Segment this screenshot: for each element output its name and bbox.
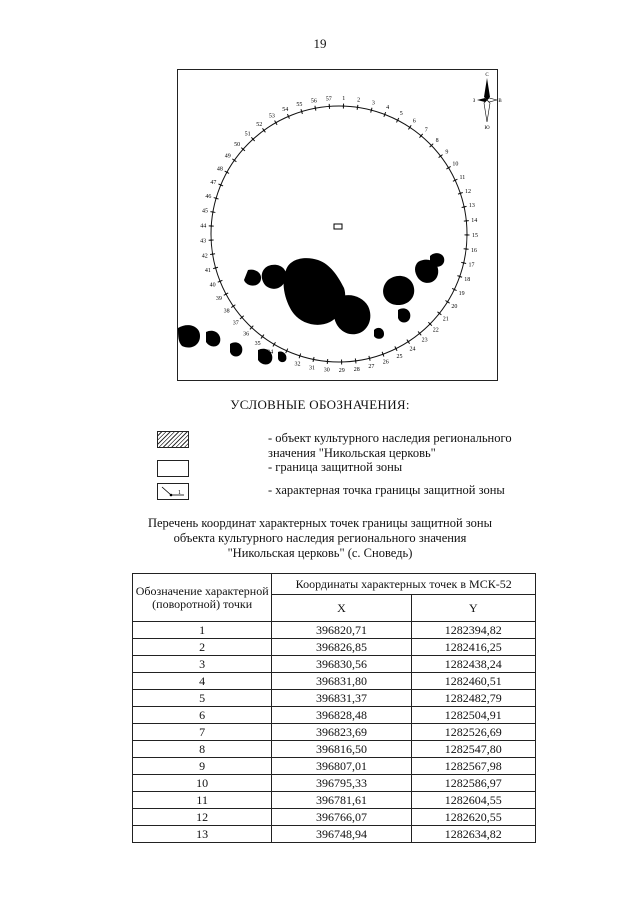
boundary-layer: [200, 96, 478, 374]
legend-item-boundary-point: [157, 483, 537, 505]
terrain-blob: [430, 253, 444, 267]
boundary-point-label: 48: [216, 166, 223, 173]
boundary-point-label: 49: [224, 153, 231, 160]
boundary-point: [314, 107, 316, 109]
boundary-point: [241, 316, 243, 318]
boundary-point-label: 34: [267, 349, 274, 356]
boundary-point-label: 26: [382, 359, 389, 366]
cell-y: 1282604,55: [411, 792, 535, 809]
boundary-point: [262, 336, 264, 338]
boundary-point-label: 13: [468, 203, 475, 210]
boundary-point: [463, 206, 465, 208]
boundary-point-label: 29: [338, 367, 345, 374]
boundary-point: [328, 105, 330, 107]
boundary-point-label: 43: [200, 238, 207, 245]
table-row: [133, 826, 536, 843]
table-row: [133, 639, 536, 656]
header-coordinates: Координаты характерных точек в МСК-52: [272, 574, 536, 595]
boundary-point: [382, 353, 384, 355]
boundary-point-label: 5: [399, 111, 403, 118]
compass-south-label: Ю: [484, 126, 490, 131]
boundary-point-label: 25: [396, 353, 403, 360]
boundary-point: [251, 327, 253, 329]
coordinates-table-body: [133, 622, 536, 843]
terrain-blob: [398, 308, 410, 322]
boundary-point-label: 51: [244, 131, 251, 138]
boundary-point-label: 9: [445, 149, 449, 156]
boundary-point: [343, 105, 345, 107]
hatched-rectangle-icon: [157, 431, 189, 448]
boundary-point-label: 53: [268, 113, 275, 120]
boundary-point-label: 4: [386, 104, 390, 111]
boundary-point: [232, 305, 234, 307]
cell-point: 6: [133, 707, 272, 724]
boundary-point: [252, 138, 254, 140]
boundary-point-label: 41: [204, 268, 211, 275]
cell-point: 11: [133, 792, 272, 809]
boundary-point: [384, 114, 386, 116]
boundary-point-label: 22: [432, 327, 439, 334]
boundary-point: [299, 355, 301, 357]
compass-east-label: В: [498, 99, 502, 104]
boundary-point-label: 18: [464, 277, 471, 284]
cell-x: 396766,07: [272, 809, 411, 826]
cell-y: 1282416,25: [411, 639, 535, 656]
table-row: [133, 809, 536, 826]
terrain-blob: [262, 265, 287, 289]
boundary-point-label: 27: [368, 364, 375, 371]
boundary-point-label: 6: [412, 118, 416, 125]
boundary-point: [466, 234, 468, 236]
boundary-point: [409, 126, 411, 128]
boundary-point-label: 24: [409, 346, 416, 353]
boundary-point-label: 7: [424, 127, 428, 134]
compass-north-label: С: [485, 73, 489, 78]
boundary-point: [212, 253, 214, 255]
terrain-blob: [206, 331, 220, 347]
boundary-point-label: 33: [280, 356, 287, 363]
cell-x: 396816,50: [272, 741, 411, 758]
cell-y: 1282567,98: [411, 758, 535, 775]
terrain-blob: [230, 342, 242, 356]
boundary-point: [226, 171, 228, 173]
boundary-point-label: 52: [256, 121, 263, 128]
boundary-point: [341, 361, 343, 363]
header-y: Y: [411, 595, 535, 622]
terrain-blob: [178, 325, 200, 347]
header-designation: Обозначение характерной (поворотной) точки: [133, 574, 272, 622]
legend-title: УСЛОВНЫЕ ОБОЗНАЧЕНИЯ:: [230, 397, 410, 412]
boundary-point: [210, 225, 212, 227]
boundary-point: [407, 341, 409, 343]
cell-x: 396830,56: [272, 656, 411, 673]
table-row: [133, 673, 536, 690]
table-row: [133, 690, 536, 707]
boundary-point-label: 23: [421, 337, 428, 344]
boundary-point-label: 19: [458, 290, 465, 297]
boundary-point-label: 28: [353, 366, 360, 373]
boundary-point: [463, 262, 465, 264]
cell-x: 396831,37: [272, 690, 411, 707]
table-row: [133, 758, 536, 775]
terrain-blob: [383, 276, 414, 305]
boundary-point: [215, 267, 217, 269]
cell-point: 1: [133, 622, 272, 639]
boundary-point: [447, 301, 449, 303]
boundary-point: [369, 357, 371, 359]
table-row: [133, 622, 536, 639]
boundary-point: [220, 184, 222, 186]
coordinates-list-title: [0, 516, 640, 561]
cell-y: 1282547,80: [411, 741, 535, 758]
cell-x: 396823,69: [272, 724, 411, 741]
boundary-point: [327, 361, 329, 363]
cell-y: 1282482,79: [411, 690, 535, 707]
protection-zone-map: [177, 69, 502, 381]
table-row: [133, 656, 536, 673]
boundary-point-label: 35: [254, 340, 261, 347]
boundary-point-label: 42: [201, 253, 208, 260]
boundary-point-label: 8: [435, 137, 439, 144]
church-building: [334, 224, 342, 229]
cell-x: 396781,61: [272, 792, 411, 809]
boundary-point: [419, 333, 421, 335]
boundary-point: [313, 359, 315, 361]
boundary-point: [355, 360, 357, 362]
list-title-line: Перечень координат характерных точек границы защитной зоны: [147, 516, 493, 530]
boundary-point-label: 39: [215, 295, 222, 302]
table-row: [133, 707, 536, 724]
boundary-point-label: 17: [468, 262, 475, 269]
cell-y: 1282438,24: [411, 656, 535, 673]
legend-item-heritage-object: [157, 431, 537, 460]
boundary-point: [215, 197, 217, 199]
boundary-point-label: 56: [310, 98, 317, 105]
boundary-point: [273, 343, 275, 345]
terrain-blob: [244, 270, 261, 286]
boundary-point: [395, 348, 397, 350]
table-row: [133, 775, 536, 792]
table-row: [133, 792, 536, 809]
map-canvas: [178, 70, 502, 382]
boundary-point-label: 40: [209, 282, 216, 289]
cell-y: 1282394,82: [411, 622, 535, 639]
boundary-point: [465, 248, 467, 250]
terrain-blob: [374, 328, 384, 339]
boundary-point: [440, 155, 442, 157]
list-title-line: "Никольская церковь" (с. Сноведь): [227, 546, 413, 560]
boundary-point: [263, 129, 265, 131]
boundary-point: [242, 148, 244, 150]
boundary-point-label: 38: [223, 308, 230, 315]
boundary-point: [465, 220, 467, 222]
boundary-point-label: 20: [451, 304, 458, 311]
cell-y: 1282504,91: [411, 707, 535, 724]
boundary-point: [288, 116, 290, 118]
boundary-point: [459, 276, 461, 278]
boundary-point-label: 31: [308, 365, 315, 372]
cell-x: 396807,01: [272, 758, 411, 775]
boundary-point: [431, 145, 433, 147]
boundary-point-label: 11: [459, 174, 466, 181]
cell-x: 396831,80: [272, 673, 411, 690]
boundary-point-label: 46: [205, 194, 212, 201]
cell-x: 396820,71: [272, 622, 411, 639]
coordinates-table: [132, 573, 536, 843]
cell-point: 9: [133, 758, 272, 775]
boundary-point-label: 3: [371, 100, 375, 107]
header-x: X: [272, 595, 411, 622]
boundary-point: [212, 211, 214, 213]
cell-y: 1282634,82: [411, 826, 535, 843]
boundary-point-label: 1: [342, 96, 346, 103]
boundary-point-label: 10: [452, 161, 459, 168]
cell-point: 3: [133, 656, 272, 673]
table-row: [133, 741, 536, 758]
legend-text: - объект культурного наследия регионального значения "Никольская церковь": [268, 431, 512, 460]
boundary-point-label: 55: [296, 101, 303, 108]
cell-point: 5: [133, 690, 272, 707]
boundary-point: [448, 167, 450, 169]
cell-y: 1282526,69: [411, 724, 535, 741]
boundary-point: [301, 111, 303, 113]
boundary-point-label: 37: [232, 320, 239, 327]
cell-x: 396748,94: [272, 826, 411, 843]
legend-item-zone-boundary: [157, 460, 537, 482]
empty-rectangle-icon: [157, 460, 189, 477]
cell-y: 1282620,55: [411, 809, 535, 826]
boundary-point: [453, 289, 455, 291]
cell-point: 7: [133, 724, 272, 741]
boundary-point-label: 36: [243, 331, 250, 338]
boundary-point: [439, 312, 441, 314]
legend-text: - граница защитной зоны: [268, 460, 403, 474]
boundary-point: [454, 179, 456, 181]
boundary-point-label: 50: [234, 141, 241, 148]
boundary-point-label: 15: [471, 232, 478, 239]
boundary-point: [219, 280, 221, 282]
boundary-point: [357, 106, 359, 108]
boundary-point-label: 32: [294, 361, 301, 368]
boundary-point: [420, 135, 422, 137]
boundary-point-label: 21: [442, 316, 449, 323]
cell-point: 2: [133, 639, 272, 656]
boundary-point: [275, 122, 277, 124]
cell-y: 1282586,97: [411, 775, 535, 792]
compass-west-label: З: [472, 99, 476, 104]
legend-text: - характерная точка границы защитной зоны: [268, 483, 505, 497]
cell-x: 396826,85: [272, 639, 411, 656]
boundary-point-label: 30: [323, 367, 330, 374]
terrain-blob: [334, 295, 370, 334]
boundary-point-label: 12: [464, 188, 471, 195]
boundary-point-label: 44: [200, 223, 207, 230]
boundary-point-label: 45: [202, 208, 209, 215]
point-marker-label: 1: [178, 490, 181, 496]
boundary-point: [459, 192, 461, 194]
boundary-point: [210, 239, 212, 241]
table-row: [133, 724, 536, 741]
boundary-point: [429, 323, 431, 325]
boundary-point-label: 2: [357, 97, 361, 104]
cell-point: 13: [133, 826, 272, 843]
boundary-point-label: 14: [471, 218, 478, 225]
boundary-point: [225, 293, 227, 295]
cell-point: 4: [133, 673, 272, 690]
cell-point: 8: [133, 741, 272, 758]
cell-y: 1282460,51: [411, 673, 535, 690]
boundary-point: [286, 350, 288, 352]
boundary-point-label: 16: [471, 247, 478, 254]
list-title-line: объекта культурного наследия регионального значения: [173, 531, 467, 545]
boundary-point: [370, 109, 372, 111]
boundary-point-label: 57: [325, 96, 332, 103]
point-marker-icon: [157, 483, 189, 500]
compass-rose-icon: [473, 73, 503, 131]
boundary-point: [233, 159, 235, 161]
boundary-point: [397, 119, 399, 121]
boundary-point-label: 54: [282, 107, 289, 114]
boundary-point-label: 47: [210, 179, 217, 186]
cell-point: 12: [133, 809, 272, 826]
cell-point: 10: [133, 775, 272, 792]
page-number: 19: [313, 36, 327, 51]
cell-x: 396828,48: [272, 707, 411, 724]
cell-x: 396795,33: [272, 775, 411, 792]
